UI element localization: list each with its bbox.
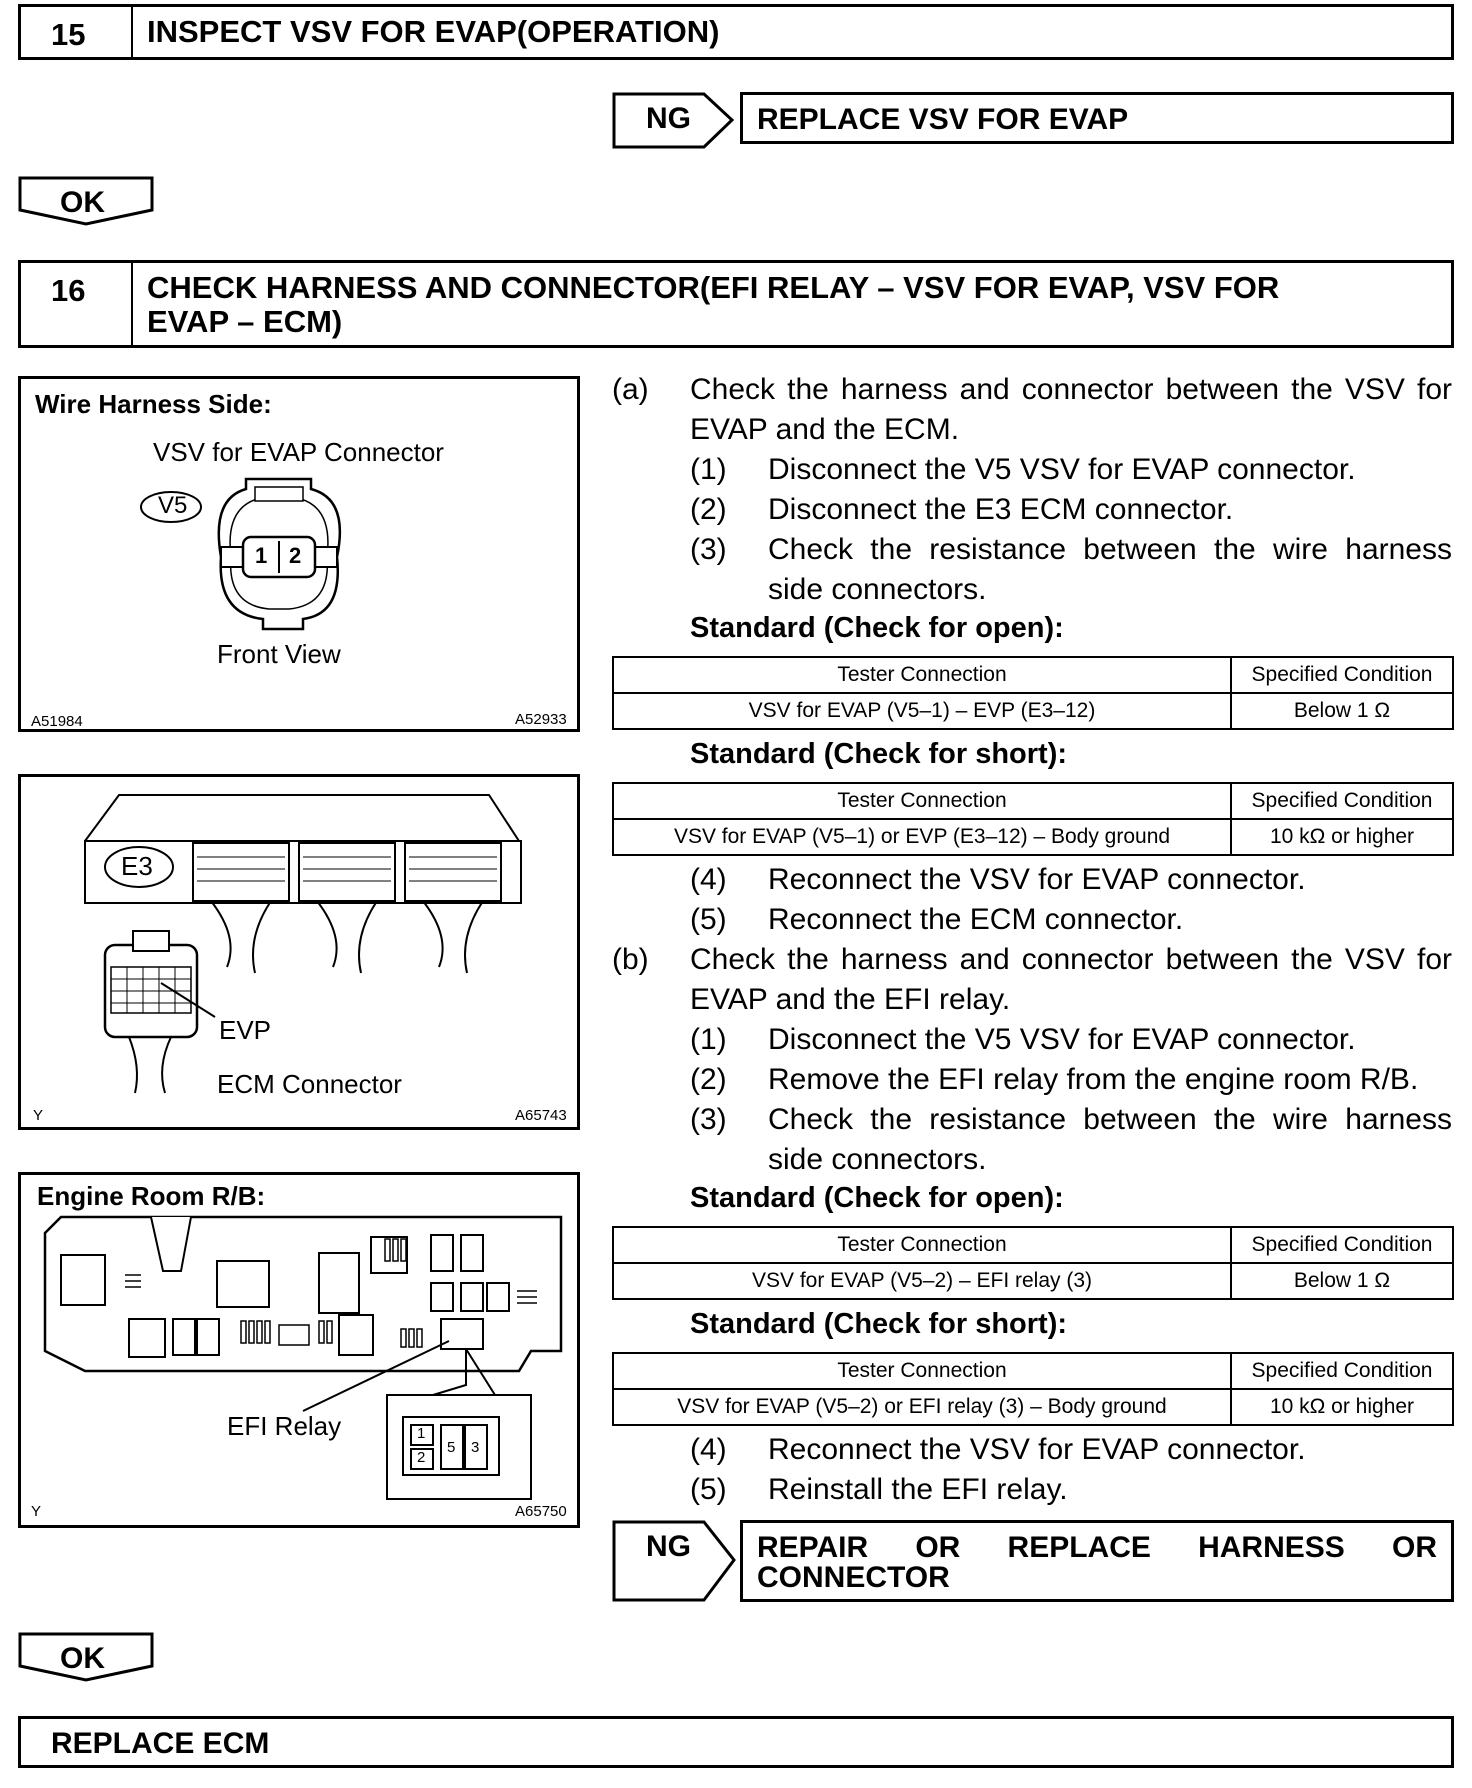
table-header-cell: Specified Condition [1231,1227,1453,1263]
figure-heading: Engine Room R/B: [37,1181,266,1211]
proc-a-step3-text2: side connectors. [768,573,987,606]
proc-a-step4-num: (4) [690,863,727,896]
figure-code-right: A65750 [515,1503,567,1520]
relay-block-drawing [21,1175,577,1525]
figure-engine-room-rb [18,1172,580,1528]
action-word: REPAIR [757,1531,869,1564]
pin-1: 1 [255,543,268,568]
proc-b-line1: Check the harness and connector between the VSV for [690,943,1452,976]
table-header-cell: Tester Connection [613,783,1231,819]
proc-a-step5-text: Reconnect the ECM connector. [768,903,1184,936]
ng-action-replace-vsv [740,92,1454,144]
table-header-cell: Specified Condition [1231,657,1453,693]
table-row [613,819,1453,855]
figure-code-right: A65743 [515,1107,567,1124]
step-15-header [18,4,1454,60]
proc-b-step2-text: Remove the EFI relay from the engine room R/B. [768,1063,1419,1096]
proc-a-line1: Check the harness and connector between the VSV for [690,373,1452,406]
relay-pin-3: 3 [471,1439,480,1456]
step-16-header [18,260,1454,348]
proc-a-open-table [612,656,1454,730]
proc-b-marker: (b) [612,943,649,976]
table-cell: VSV for EVAP (V5–2) or EFI relay (3) – Body ground [613,1389,1231,1425]
connector-id-badge: E3 [121,851,153,881]
proc-a-step1-text: Disconnect the V5 VSV for EVAP connector. [768,453,1356,486]
proc-a-std-open-heading: Standard (Check for open): [690,612,1064,644]
proc-b-step3-num: (3) [690,1103,727,1136]
proc-b-open-table [612,1226,1454,1300]
step-number: 15 [21,7,133,57]
table-header-cell: Tester Connection [613,657,1231,693]
relay-pin-2: 2 [417,1449,426,1466]
proc-a-step5-num: (5) [690,903,727,936]
table-cell: VSV for EVAP (V5–2) – EFI relay (3) [613,1263,1231,1299]
table-header-row [613,1227,1453,1263]
final-action-replace-ecm [18,1716,1454,1768]
step-title-line2: EVAP – ECM) [147,304,343,339]
action-word: REPLACE [1007,1531,1151,1564]
ok-label: OK [60,1642,105,1675]
proc-a-step3-text1: Check the resistance between the wire harness [768,533,1452,566]
proc-b-line2: EVAP and the EFI relay. [690,983,1011,1016]
relay-pin-5: 5 [447,1439,456,1456]
figure-code-left: Y [33,1107,44,1124]
table-cell: Below 1 Ω [1231,1263,1453,1299]
proc-a-short-table [612,782,1454,856]
proc-a-step2-num: (2) [690,493,727,526]
proc-a-marker: (a) [612,373,649,406]
proc-a-step4-text: Reconnect the VSV for EVAP connector. [768,863,1306,896]
proc-b-std-open-heading: Standard (Check for open): [690,1182,1064,1214]
proc-b-step4-num: (4) [690,1433,727,1466]
action-text-line2: CONNECTOR [757,1561,950,1594]
connector-id-badge: V5 [158,492,188,519]
table-header-row [613,783,1453,819]
action-word: HARNESS [1198,1531,1345,1564]
table-header-cell: Specified Condition [1231,783,1453,819]
step-title: INSPECT VSV FOR EVAP(OPERATION) [147,14,720,49]
relay-label: EFI Relay [227,1411,342,1441]
table-cell: VSV for EVAP (V5–1) or EVP (E3–12) – Body ground [613,819,1231,855]
action-word: OR [915,1531,961,1564]
proc-b-short-table [612,1352,1454,1426]
action-text: REPLACE VSV FOR EVAP [757,103,1129,136]
figure-caption: VSV for EVAP Connector [153,437,444,467]
action-word: OR [1392,1531,1437,1564]
terminal-label: EVP [219,1015,272,1045]
ng-label: NG [646,1530,691,1563]
ng-action-repair-harness [740,1520,1454,1602]
ok-label: OK [60,186,105,219]
proc-b-step5-text: Reinstall the EFI relay. [768,1473,1068,1506]
figure-ecm-connector [18,774,580,1130]
figure-code-left: Y [31,1503,42,1520]
proc-a-step3-num: (3) [690,533,727,566]
proc-a-std-short-heading: Standard (Check for short): [690,738,1068,770]
figure-code-left: A51984 [31,713,83,730]
action-text-line1 [757,1533,1437,1563]
table-row [613,1263,1453,1299]
table-header-row [613,657,1453,693]
figure-heading: Wire Harness Side: [35,389,272,419]
proc-b-step1-text: Disconnect the V5 VSV for EVAP connector. [768,1023,1356,1056]
table-header-cell: Tester Connection [613,1353,1231,1389]
table-header-row [613,1353,1453,1389]
view-label: Front View [217,639,341,669]
table-cell: 10 kΩ or higher [1231,1389,1453,1425]
figure-vsv-connector [18,376,580,732]
table-cell: Below 1 Ω [1231,693,1453,729]
table-header-cell: Tester Connection [613,1227,1231,1263]
table-row [613,1389,1453,1425]
proc-b-step2-num: (2) [690,1063,727,1096]
proc-b-step5-num: (5) [690,1473,727,1506]
pin-2: 2 [289,543,302,568]
proc-a-step2-text: Disconnect the E3 ECM connector. [768,493,1234,526]
proc-a-line2: EVAP and the ECM. [690,413,960,446]
proc-b-std-short-heading: Standard (Check for short): [690,1308,1068,1340]
proc-b-step4-text: Reconnect the VSV for EVAP connector. [768,1433,1306,1466]
proc-b-step3-text1: Check the resistance between the wire harness [768,1103,1452,1136]
proc-b-step1-num: (1) [690,1023,727,1056]
table-cell: VSV for EVAP (V5–1) – EVP (E3–12) [613,693,1231,729]
step-title-line1: CHECK HARNESS AND CONNECTOR(EFI RELAY – VSV FOR EVAP, VSV FOR [147,270,1280,305]
table-header-cell: Specified Condition [1231,1353,1453,1389]
step-number: 16 [21,263,133,345]
ng-label: NG [646,102,691,135]
figure-code-right: A52933 [515,711,567,728]
table-cell: 10 kΩ or higher [1231,819,1453,855]
proc-b-step3-text2: side connectors. [768,1143,987,1176]
table-row [613,693,1453,729]
final-action-text: REPLACE ECM [51,1727,270,1760]
relay-pin-1: 1 [417,1425,426,1442]
figure-caption: ECM Connector [217,1069,402,1099]
proc-a-step1-num: (1) [690,453,727,486]
